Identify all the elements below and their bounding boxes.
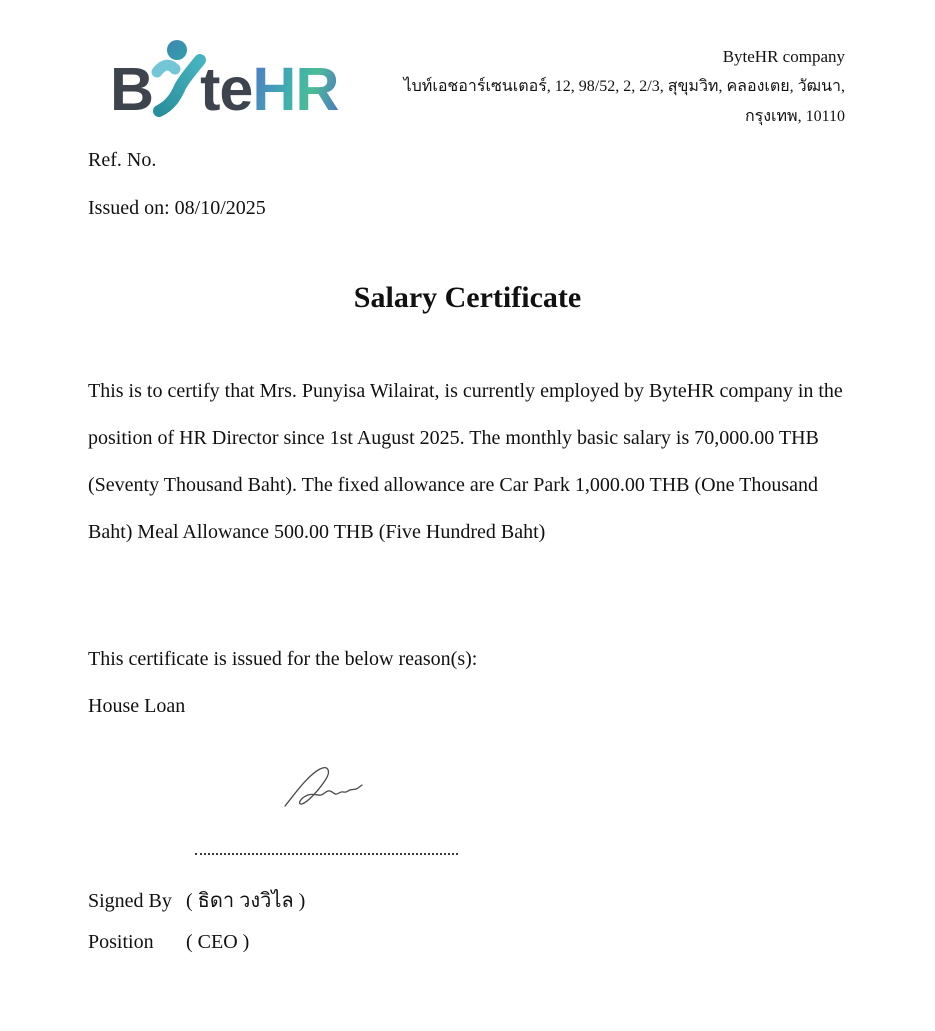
issued-on-label: Issued on: <box>88 197 170 219</box>
signed-by-label: Signed By <box>88 890 172 912</box>
company-name: ByteHR company <box>722 47 845 66</box>
logo-text-b: B <box>110 55 154 123</box>
signature-image <box>280 762 366 810</box>
ref-no-label: Ref. No. <box>88 149 157 171</box>
person-y-icon <box>150 38 206 120</box>
logo-text-te: te <box>200 55 253 123</box>
position-label: Position <box>88 931 154 953</box>
signature-dotted-line <box>195 845 458 855</box>
logo-text-hr: HR <box>252 55 339 123</box>
signed-by-name: ( ธิดา วงวิไล ) <box>186 890 306 912</box>
document-title: Salary Certificate <box>353 281 582 314</box>
position-value: ( CEO ) <box>186 931 250 953</box>
issued-on-value: 08/10/2025 <box>174 197 266 219</box>
signed-by-line <box>88 884 305 916</box>
reason-value: House Loan <box>88 695 186 717</box>
issued-on-line <box>88 197 266 220</box>
bytehr-logo <box>110 40 339 123</box>
reason-intro-text: This certificate is issued for the below reason(s): <box>88 648 478 670</box>
company-address-block <box>404 42 845 132</box>
certificate-body-paragraph: This is to certify that Mrs. Punyisa Wilairat, is currently employed by ByteHR company in the position of HR Director since 1st August 2025. The monthly basic salary is 70,000.00 THB (Seventy Thousand Baht). The fixed allowance are Car Park 1,000.00 THB (One Thousand Baht) Meal Allowance 500.00 THB (Five Hundred Baht) <box>88 380 843 543</box>
position-line <box>88 931 249 954</box>
company-address-line2: กรุงเทพ, 10110 <box>744 108 845 125</box>
company-address-line1: ไบท์เอชอาร์เซนเตอร์, 12, 98/52, 2, 2/3, สุขุมวิท, คลองเตย, วัฒนา, <box>403 78 845 95</box>
